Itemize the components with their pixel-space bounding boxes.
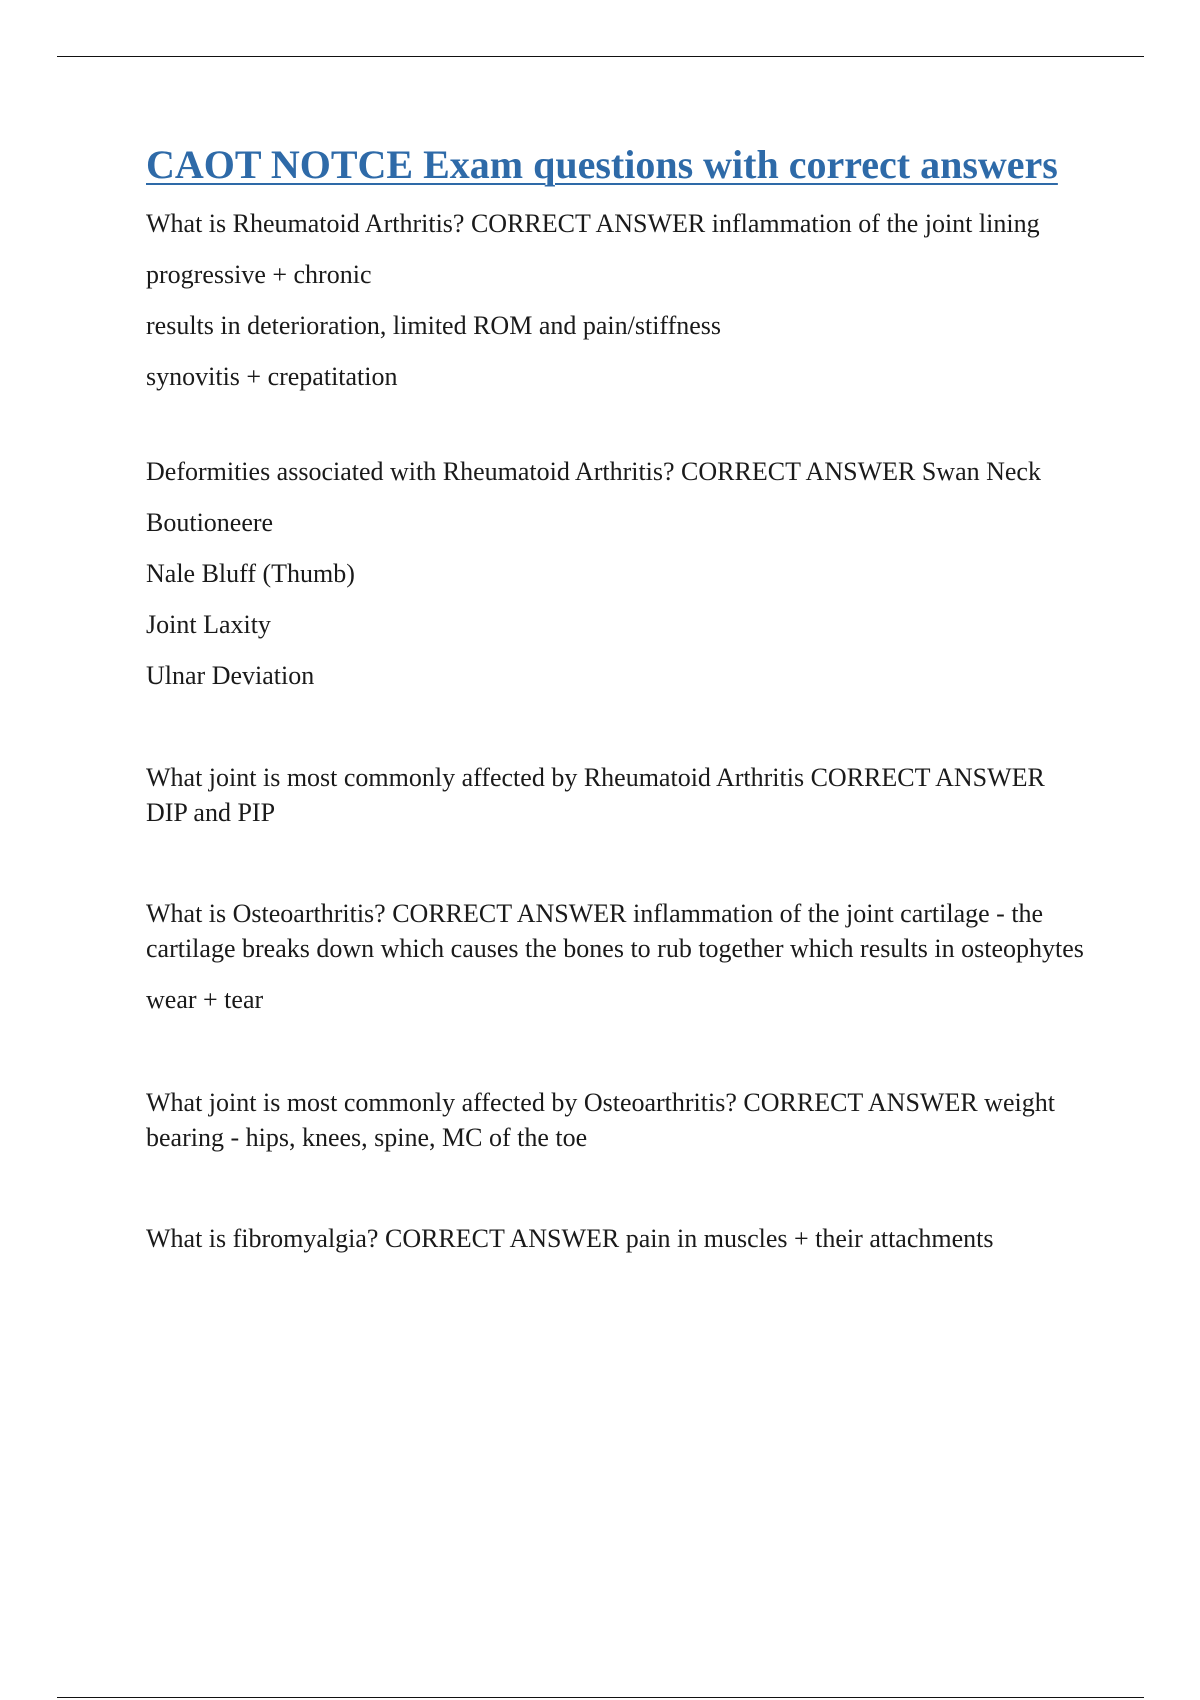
header-rule — [57, 56, 1144, 57]
qa-question-answer: What joint is most commonly affected by Osteoarthritis? CORRECT ANSWER weight bearing - hips, knees, spine, MC of the toe — [146, 1088, 1055, 1152]
qa-detail-line: Boutioneere — [146, 508, 274, 537]
qa-entry-osteoarthritis-definition — [146, 896, 1086, 1017]
document-body — [146, 140, 1086, 1272]
entry-spacer — [146, 846, 1086, 896]
qa-detail-line: Joint Laxity — [146, 610, 271, 639]
qa-question-answer: What is Osteoarthritis? CORRECT ANSWER inflammation of the joint cartilage - the cartilage breaks down which causes the bones to rub together which results in osteophytes — [146, 899, 1084, 963]
footer-rule — [57, 1697, 1144, 1698]
qa-detail-line: progressive + chronic — [146, 260, 372, 289]
qa-question-answer: What joint is most commonly affected by Rheumatoid Arthritis CORRECT ANSWER DIP and PIP — [146, 763, 1045, 827]
qa-detail-line: results in deterioration, limited ROM and pain/stiffness — [146, 311, 722, 340]
qa-detail-line: synovitis + crepatitation — [146, 362, 398, 391]
entry-spacer — [146, 1171, 1086, 1221]
entry-spacer — [146, 1033, 1086, 1085]
qa-question-answer: What is fibromyalgia? CORRECT ANSWER pain in muscles + their attachments — [146, 1224, 994, 1253]
qa-detail-line: Ulnar Deviation — [146, 661, 315, 690]
qa-entry-fibromyalgia — [146, 1221, 1086, 1256]
document-title: CAOT NOTCE Exam questions with correct answers — [146, 142, 1058, 187]
qa-detail-line: Nale Bluff (Thumb) — [146, 559, 355, 588]
qa-entry-rheumatoid-definition — [146, 206, 1086, 394]
qa-entry-rheumatoid-deformities — [146, 454, 1086, 693]
qa-entry-osteoarthritis-joints — [146, 1085, 1086, 1155]
entry-spacer — [146, 410, 1086, 454]
qa-question-answer: Deformities associated with Rheumatoid Arthritis? CORRECT ANSWER Swan Neck — [146, 457, 1041, 486]
qa-question-answer: What is Rheumatoid Arthritis? CORRECT ANSWER inflammation of the joint lining — [146, 209, 1040, 238]
qa-entry-rheumatoid-joints — [146, 760, 1086, 830]
entry-spacer — [146, 709, 1086, 760]
qa-detail-line: wear + tear — [146, 985, 264, 1014]
